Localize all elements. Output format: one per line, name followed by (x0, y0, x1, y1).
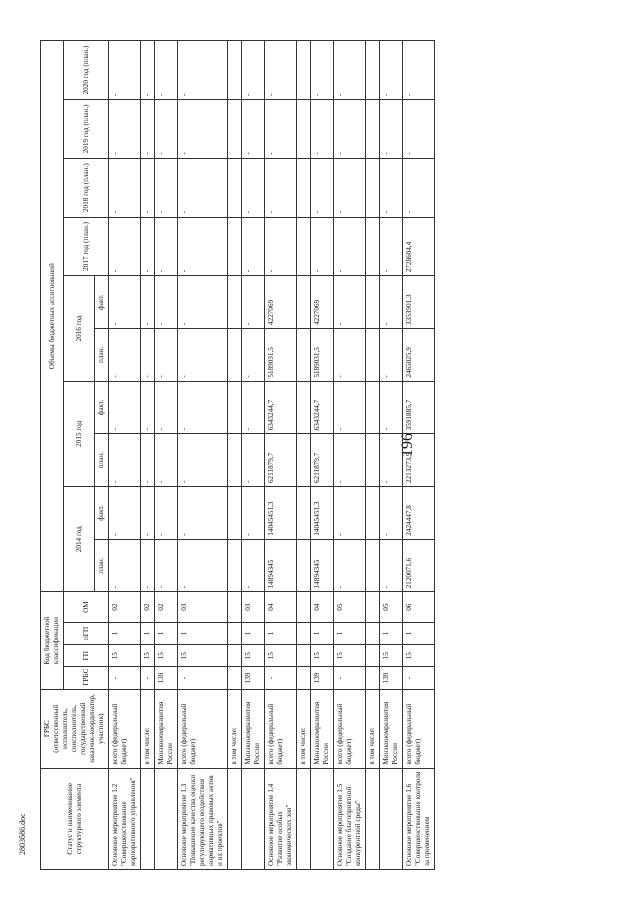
table-row (334, 41, 366, 870)
col-om: ОМ (64, 592, 109, 622)
cell-p14: - (242, 539, 265, 592)
cell-resp: Минэкономразвития России (311, 689, 334, 768)
cell-p16 (366, 328, 380, 381)
cell-p16: - (141, 328, 155, 381)
cell-y19 (228, 99, 242, 158)
cell-f15: - (109, 381, 141, 434)
table-row (242, 41, 265, 870)
cell-p16: 5189031,5 (311, 328, 334, 381)
cell-y17: - (109, 217, 141, 276)
cell-p15: - (178, 434, 228, 487)
cell-f14: - (242, 487, 265, 540)
cell-p15: 6211879,7 (311, 434, 334, 487)
cell-resp: Минэкономразвития России (155, 689, 178, 768)
col-pgp: пГП (64, 622, 109, 644)
table-row (311, 41, 334, 870)
cell-name (311, 768, 334, 869)
file-id: 2803б86.doc (18, 813, 27, 855)
cell-p16: - (178, 328, 228, 381)
cell-pgp (297, 622, 311, 644)
cell-f15: - (155, 381, 178, 434)
cell-om (366, 592, 380, 622)
cell-y20: - (311, 41, 334, 100)
col-2014-fact: факт. (95, 487, 109, 540)
cell-name (297, 768, 311, 869)
cell-y20: - (403, 41, 435, 100)
cell-y20 (297, 41, 311, 100)
cell-y17: - (141, 217, 155, 276)
cell-y20: - (380, 41, 403, 100)
col-2016-fact: факт. (95, 276, 109, 329)
col-2019: 2019 год (план.) (64, 99, 109, 158)
col-2016-plan: план. (95, 328, 109, 381)
cell-p15: - (109, 434, 141, 487)
cell-y18: - (334, 158, 366, 217)
cell-pgp (228, 622, 242, 644)
cell-p14 (366, 539, 380, 592)
table-row (228, 41, 242, 870)
cell-y20: - (109, 41, 141, 100)
cell-f15: - (178, 381, 228, 434)
cell-grbs: - (109, 667, 141, 689)
col-2015: 2015 год (64, 381, 95, 486)
cell-y19: - (403, 99, 435, 158)
cell-pgp: 1 (311, 622, 334, 644)
cell-p16: - (155, 328, 178, 381)
cell-grbs: - (265, 667, 297, 689)
cell-pgp: 1 (242, 622, 265, 644)
cell-resp: в том числе: (141, 689, 155, 768)
cell-f14: - (141, 487, 155, 540)
cell-name: Основное мероприятие 1.5 "Создание благоприятной конкурентной среды" (334, 768, 366, 869)
cell-gp (297, 645, 311, 667)
cell-p16: - (334, 328, 366, 381)
col-2017: 2017 год (план.) (64, 217, 109, 276)
cell-grbs: 139 (155, 667, 178, 689)
cell-name: Основное мероприятие 1.4 "Развитие особых экономических зон" (265, 768, 297, 869)
cell-f14: - (109, 487, 141, 540)
cell-p16: - (109, 328, 141, 381)
cell-y17: - (334, 217, 366, 276)
cell-pgp: 1 (109, 622, 141, 644)
cell-f15 (228, 381, 242, 434)
cell-resp: Минэкономразвития России (242, 689, 265, 768)
grbs-desc: (ответственный исполнитель, соисполнитель, государственный заказчик-координатор, участник) (52, 694, 105, 764)
cell-gp: 15 (155, 645, 178, 667)
cell-name (141, 768, 155, 869)
cell-p14: 14894345 (265, 539, 297, 592)
cell-f14: - (155, 487, 178, 540)
cell-y18: - (109, 158, 141, 217)
cell-y18: - (311, 158, 334, 217)
cell-f14 (366, 487, 380, 540)
cell-p16: - (380, 328, 403, 381)
cell-p14 (297, 539, 311, 592)
cell-f15: - (141, 381, 155, 434)
cell-p16 (297, 328, 311, 381)
cell-om (228, 592, 242, 622)
cell-resp: Минэкономразвития России (380, 689, 403, 768)
cell-f15: 3591885,7 (403, 381, 435, 434)
cell-f14: - (178, 487, 228, 540)
cell-f16: 3353901,3 (403, 276, 435, 329)
table-row (109, 41, 141, 870)
cell-pgp (366, 622, 380, 644)
cell-name: Основное мероприятие 1.6 "Совершенствование контроля за применением (403, 768, 435, 869)
cell-om: 03 (178, 592, 228, 622)
cell-y18: - (242, 158, 265, 217)
cell-y19: - (109, 99, 141, 158)
cell-om: 03 (242, 592, 265, 622)
cell-p14: - (380, 539, 403, 592)
cell-y17: - (242, 217, 265, 276)
cell-name (380, 768, 403, 869)
cell-f16: - (141, 276, 155, 329)
cell-pgp: 1 (380, 622, 403, 644)
cell-p16: - (242, 328, 265, 381)
cell-pgp: 1 (265, 622, 297, 644)
cell-p14: 2120071,6 (403, 539, 435, 592)
cell-grbs: - (403, 667, 435, 689)
cell-y17: 2728604,4 (403, 217, 435, 276)
cell-f16: 4227069 (265, 276, 297, 329)
cell-p15: 2213273,9 (403, 434, 435, 487)
cell-y18 (366, 158, 380, 217)
cell-grbs (297, 667, 311, 689)
cell-y20: - (178, 41, 228, 100)
cell-name (366, 768, 380, 869)
cell-om (297, 592, 311, 622)
cell-resp: в том числе: (228, 689, 242, 768)
cell-gp: 15 (334, 645, 366, 667)
cell-y19: - (311, 99, 334, 158)
cell-y18 (297, 158, 311, 217)
cell-p15: - (155, 434, 178, 487)
cell-resp: всего (федеральный бюджет) (334, 689, 366, 768)
col-gp: ГП (64, 645, 109, 667)
col-2018: 2018 год (план.) (64, 158, 109, 217)
cell-p16 (228, 328, 242, 381)
cell-om: 02 (141, 592, 155, 622)
cell-p14: - (155, 539, 178, 592)
col-2016: 2016 год (64, 276, 95, 381)
table-row (380, 41, 403, 870)
cell-y20: - (265, 41, 297, 100)
cell-p15: - (380, 434, 403, 487)
cell-gp: 15 (311, 645, 334, 667)
cell-f16 (297, 276, 311, 329)
cell-resp: в том числе: (297, 689, 311, 768)
cell-name (228, 768, 242, 869)
cell-gp: 15 (380, 645, 403, 667)
grbs-title: ГРБС (43, 720, 51, 738)
cell-grbs: 139 (311, 667, 334, 689)
cell-f14: - (380, 487, 403, 540)
cell-p16: 2465025,9 (403, 328, 435, 381)
cell-f15: - (334, 381, 366, 434)
cell-f16: - (155, 276, 178, 329)
cell-f16: - (109, 276, 141, 329)
cell-resp: в том числе: (366, 689, 380, 768)
table-body (109, 41, 435, 870)
cell-pgp: 1 (178, 622, 228, 644)
cell-f16: - (380, 276, 403, 329)
cell-name (242, 768, 265, 869)
cell-y20: - (141, 41, 155, 100)
cell-name: Основное мероприятие 1.2 "Совершенствование корпоративного управления" (109, 768, 141, 869)
cell-f15 (366, 381, 380, 434)
cell-y20 (228, 41, 242, 100)
cell-f16: - (334, 276, 366, 329)
cell-resp: всего (федеральный бюджет) (265, 689, 297, 768)
cell-y20 (366, 41, 380, 100)
cell-f15: 6343244,7 (265, 381, 297, 434)
cell-grbs: - (141, 667, 155, 689)
col-2015-fact: факт. (95, 381, 109, 434)
cell-om: 05 (334, 592, 366, 622)
cell-y17: - (311, 217, 334, 276)
cell-gp: 15 (242, 645, 265, 667)
cell-grbs (228, 667, 242, 689)
cell-grbs: - (334, 667, 366, 689)
cell-f14: 14045451,3 (265, 487, 297, 540)
cell-f14: 14045451,3 (311, 487, 334, 540)
cell-p15 (366, 434, 380, 487)
cell-om: 02 (155, 592, 178, 622)
cell-y17: - (178, 217, 228, 276)
cell-resp: всего (федеральный бюджет) (178, 689, 228, 768)
cell-f14 (297, 487, 311, 540)
cell-f16 (366, 276, 380, 329)
cell-om: 04 (265, 592, 297, 622)
budget-table (40, 40, 435, 870)
col-status-name: Статус и наименование структурного элемента (41, 768, 109, 869)
cell-gp: 15 (141, 645, 155, 667)
cell-gp: 15 (109, 645, 141, 667)
table-row (155, 41, 178, 870)
cell-y17 (297, 217, 311, 276)
col-2020: 2020 год (план.) (64, 41, 109, 100)
cell-name (155, 768, 178, 869)
cell-y17 (228, 217, 242, 276)
cell-f15: 6343244,7 (311, 381, 334, 434)
cell-y19: - (155, 99, 178, 158)
cell-p14: - (141, 539, 155, 592)
cell-y18: - (141, 158, 155, 217)
cell-f15: - (242, 381, 265, 434)
cell-p15: - (141, 434, 155, 487)
table-row (141, 41, 155, 870)
cell-pgp: 1 (334, 622, 366, 644)
cell-y17: - (380, 217, 403, 276)
cell-p14 (228, 539, 242, 592)
cell-resp: всего (федеральный бюджет) (403, 689, 435, 768)
table-row (403, 41, 435, 870)
cell-y17 (366, 217, 380, 276)
col-budget-volume: Объемы бюджетных ассигнований (41, 41, 64, 592)
cell-grbs: - (178, 667, 228, 689)
cell-y18: - (155, 158, 178, 217)
table-row (178, 41, 228, 870)
cell-y19 (297, 99, 311, 158)
cell-gp: 15 (403, 645, 435, 667)
cell-grbs: 139 (242, 667, 265, 689)
col-budget-code: Код бюджетной классификации (41, 592, 64, 689)
cell-pgp: 1 (403, 622, 435, 644)
cell-p15: - (334, 434, 366, 487)
cell-y18: - (265, 158, 297, 217)
cell-gp: 15 (265, 645, 297, 667)
cell-name: Основное мероприятие 1.3 "Повышение качества оценки регулирующего воздействия нормативных правовых актов и их проектов" (178, 768, 228, 869)
cell-p16: 5189031,5 (265, 328, 297, 381)
cell-y17: - (265, 217, 297, 276)
cell-grbs (366, 667, 380, 689)
table-row (297, 41, 311, 870)
cell-resp: всего (федеральный бюджет) (109, 689, 141, 768)
cell-y20: - (334, 41, 366, 100)
cell-y18: - (178, 158, 228, 217)
cell-p14: - (334, 539, 366, 592)
cell-gp (228, 645, 242, 667)
cell-grbs: 139 (380, 667, 403, 689)
cell-y18: - (380, 158, 403, 217)
cell-p15 (228, 434, 242, 487)
cell-f14: 2424447,8 (403, 487, 435, 540)
cell-y19: - (334, 99, 366, 158)
col-2014: 2014 год (64, 487, 95, 592)
cell-y18 (228, 158, 242, 217)
col-grbs: ГРБС (64, 667, 109, 689)
cell-pgp: 1 (155, 622, 178, 644)
cell-p15 (297, 434, 311, 487)
cell-f15: - (380, 381, 403, 434)
cell-p15: 6211879,7 (265, 434, 297, 487)
cell-p14: - (178, 539, 228, 592)
cell-y19: - (178, 99, 228, 158)
cell-pgp: 1 (141, 622, 155, 644)
cell-y17: - (155, 217, 178, 276)
cell-p14: 14894345 (311, 539, 334, 592)
cell-y19: - (380, 99, 403, 158)
cell-p14: - (109, 539, 141, 592)
col-2015-plan: план. (95, 434, 109, 487)
cell-gp (366, 645, 380, 667)
cell-f14: - (334, 487, 366, 540)
cell-gp: 15 (178, 645, 228, 667)
cell-om: 05 (380, 592, 403, 622)
table-row (265, 41, 297, 870)
cell-y18: - (403, 158, 435, 217)
cell-om: 04 (311, 592, 334, 622)
rotated-table-container (40, 40, 640, 870)
cell-y20: - (155, 41, 178, 100)
cell-f16 (228, 276, 242, 329)
cell-y20: - (242, 41, 265, 100)
cell-om: 06 (403, 592, 435, 622)
table-row (366, 41, 380, 870)
cell-p15: - (242, 434, 265, 487)
cell-f16: 4227069 (311, 276, 334, 329)
cell-y19: - (141, 99, 155, 158)
col-2014-plan: план. (95, 539, 109, 592)
cell-f14 (228, 487, 242, 540)
cell-y19 (366, 99, 380, 158)
cell-y19: - (242, 99, 265, 158)
cell-f16: - (242, 276, 265, 329)
page-number: 196 (399, 433, 416, 457)
cell-om: 02 (109, 592, 141, 622)
cell-f15 (297, 381, 311, 434)
cell-y19: - (265, 99, 297, 158)
col-grbs-responsible (41, 689, 109, 768)
cell-f16: - (178, 276, 228, 329)
